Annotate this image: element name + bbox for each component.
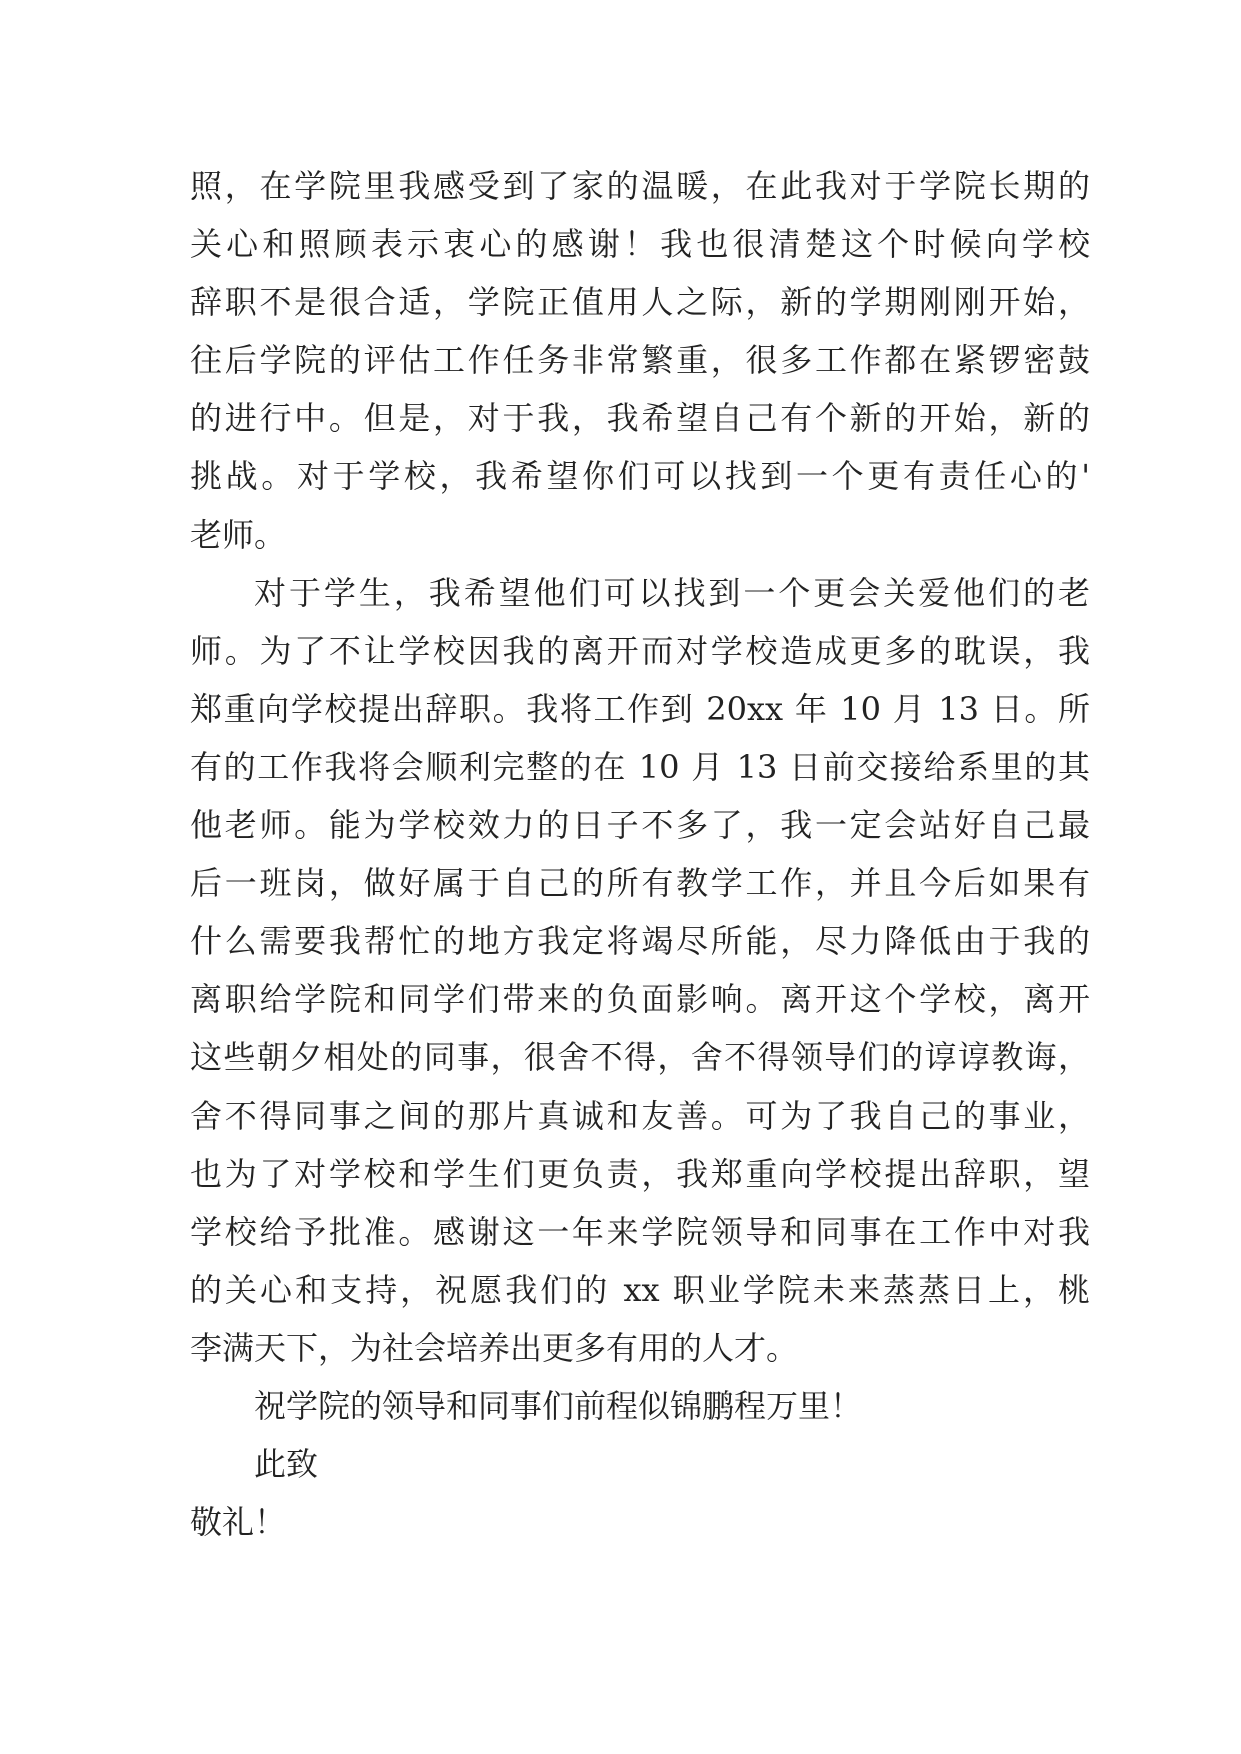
text-line: 后一班岗，做好属于自己的所有教学工作，并且今后如果有: [190, 864, 1090, 903]
text-line: 也为了对学校和学生们更负责，我郑重向学校提出辞职，望: [190, 1154, 1090, 1193]
text-line: 这些朝夕相处的同事，很舍不得，舍不得领导们的谆谆教诲，: [190, 1038, 1090, 1077]
text-line: 李满天下，为社会培养出更多有用的人才。: [190, 1328, 799, 1367]
text-line: 有的工作我将会顺利完整的在 10 月 13 日前交接给系里的其: [190, 747, 1090, 786]
text-line: 舍不得同事之间的那片真诚和友善。可为了我自己的事业，: [190, 1096, 1090, 1135]
text-line: 郑重向学校提出辞职。我将工作到 20xx 年 10 月 13 日。所: [190, 689, 1090, 728]
text-line: 辞职不是很合适，学院正值用人之际，新的学期刚刚开始，: [190, 283, 1090, 322]
text-line: 关心和照顾表示衷心的感谢！我也很清楚这个时候向学校: [190, 225, 1090, 264]
text-line: 往后学院的评估工作任务非常繁重，很多工作都在紧锣密鼓: [190, 341, 1090, 380]
text-line: 的进行中。但是，对于我，我希望自己有个新的开始，新的: [190, 399, 1090, 438]
text-line: 老师。: [190, 515, 287, 554]
text-line: 对于学生，我希望他们可以找到一个更会关爱他们的老: [254, 573, 1090, 612]
text-line: 他老师。能为学校效力的日子不多了，我一定会站好自己最: [190, 806, 1090, 845]
text-line: 敬礼！: [190, 1503, 287, 1542]
text-line: 什么需要我帮忙的地方我定将竭尽所能，尽力降低由于我的: [190, 922, 1090, 961]
text-line: 此致: [254, 1445, 319, 1484]
text-line: 挑战。对于学校，我希望你们可以找到一个更有责任心的': [190, 457, 1090, 496]
text-line: 祝学院的领导和同事们前程似锦鹏程万里！: [254, 1386, 863, 1425]
text-line: 照，在学院里我感受到了家的温暖，在此我对于学院长期的: [190, 167, 1090, 205]
text-line: 离职给学院和同学们带来的负面影响。离开这个学校，离开: [190, 980, 1090, 1019]
text-line: 学校给予批准。感谢这一年来学院领导和同事在工作中对我: [190, 1212, 1090, 1251]
letter-body: [190, 157, 1090, 1551]
text-line: 的关心和支持，祝愿我们的 xx 职业学院未来蒸蒸日上，桃: [190, 1270, 1090, 1309]
text-line: 师。为了不让学校因我的离开而对学校造成更多的耽误，我: [190, 631, 1090, 670]
